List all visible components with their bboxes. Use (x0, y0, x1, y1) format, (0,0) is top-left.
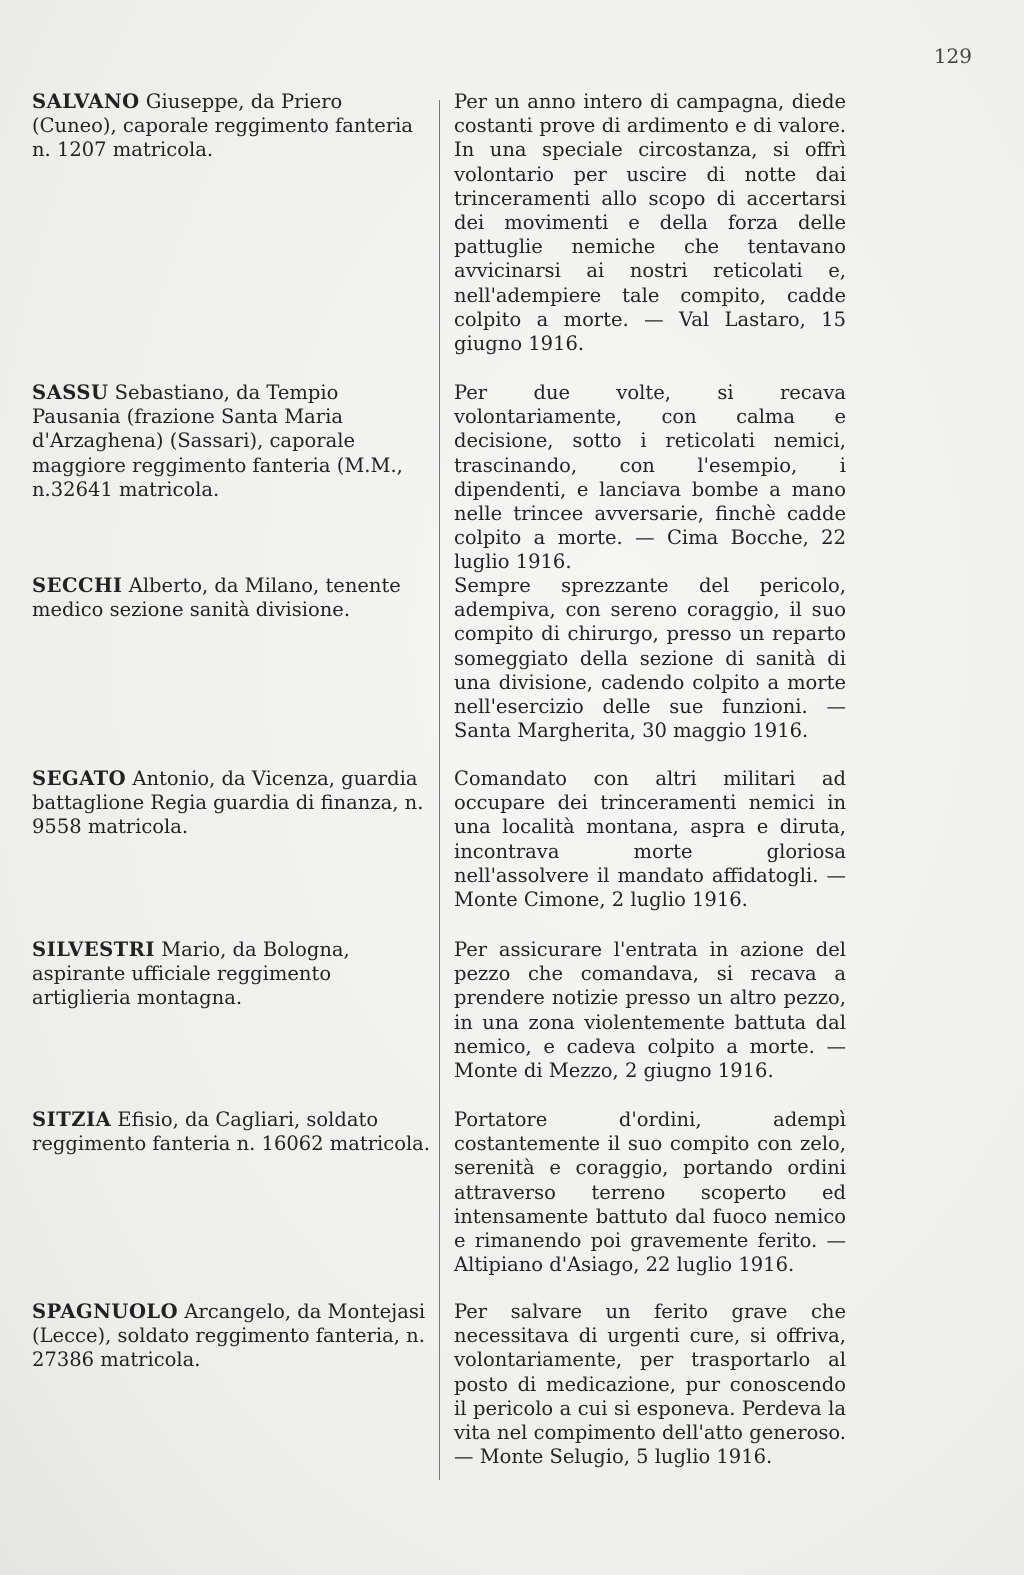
entry-motivation: Comandato con altri militari ad occupare dei trinceramenti nemici in una località montana, aspra e diruta, incontrava morte gloriosa nell'assolvere il mandato affidatogli. — Monte Cimone, 2 luglio 1916. (454, 767, 846, 912)
entry-motivation: Per due volte, si recava volontariamente, con calma e decisione, sotto i reticolati nemici, trascinando, con l'esempio, i dipendenti, e lanciava bombe a mano nelle trincee avversarie, finchè cadde colpito a morte. — Cima Bocche, 22 luglio 1916. (454, 381, 846, 574)
entry-details: Efisio, da Cagliari, soldato reggimento fanteria n. 16062 matricola. (32, 1108, 431, 1156)
entry-surname: SPAGNUOLO (32, 1300, 179, 1323)
entry-motivation: Per assicurare l'entrata in azione del pezzo che comandava, si recava a prendere notizie presso un altro pezzo, in una zona violentemente battuta dal nemico, e cadeva colpito a morte. — Monte di Mezzo, 2 giugno 1916. (454, 938, 846, 1083)
entry-motivation: Per un anno intero di campagna, diede costanti prove di ardimento e di valore. In una speciale circostanza, si offrì volontario per uscire di notte dai trinceramenti allo scopo di accertarsi dei movimenti e della forza delle pattuglie nemiche che tentavano avvicinarsi ai nostri reticolati e, nell'adempiere tale compito, cadde colpito a morte. — Val Lastaro, 15 giugno 1916. (454, 90, 846, 356)
column-divider (439, 100, 440, 1480)
entry-details: Antonio, da Vicenza, guardia battaglione Regia guardia di finanza, n. 9558 matricola. (32, 767, 424, 839)
entry-surname: SILVESTRI (32, 938, 156, 961)
entry-name (32, 574, 430, 622)
entry-details: Giuseppe, da Priero (Cuneo), caporale reggimento fanteria n. 1207 matricola. (32, 90, 414, 162)
entry-surname: SEGATO (32, 767, 127, 790)
entry-surname: SITZIA (32, 1108, 112, 1131)
entry-details: Sebastiano, da Tempio Pausania (frazione Santa Maria d'Arzaghena) (Sassari), caporale maggiore reggimento fanteria (M.M., n.32641 matricola. (32, 381, 403, 501)
entry-details: Arcangelo, da Montejasi (Lecce), soldato reggimento fanteria, n. 27386 matricola. (32, 1300, 426, 1372)
page-number: 129 (933, 44, 972, 68)
entry-surname: SECCHI (32, 574, 123, 597)
entry-details: Alberto, da Milano, tenente medico sezione sanità divisione. (32, 574, 401, 622)
entry-details: Mario, da Bologna, aspirante ufficiale reggimento artiglieria montagna. (32, 938, 350, 1010)
entry-motivation: Sempre sprezzante del pericolo, adempiva, con sereno coraggio, il suo compito di chirurgo, presso un reparto someggiato della sezione di sanità di una divisione, cadendo colpito a morte nell'esercizio delle sue funzioni. — Santa Margherita, 30 maggio 1916. (454, 574, 846, 743)
entry-surname: SALVANO (32, 90, 140, 113)
entry-motivation: Per salvare un ferito grave che necessitava di urgenti cure, si offriva, volontariamente, per trasportarlo al posto di medicazione, pur conoscendo il pericolo a cui si esponeva. Perdeva la vita nel compimento dell'atto generoso. — Monte Selugio, 5 luglio 1916. (454, 1300, 846, 1469)
entry-surname: SASSU (32, 381, 109, 404)
entry-name (32, 1108, 430, 1156)
entry-motivation: Portatore d'ordini, adempì costantemente il suo compito con zelo, serenità e coraggio, portando ordini attraverso terreno scoperto ed intensamente battuto dal fuoco nemico e rimanendo poi gravemente ferito. — Altipiano d'Asiago, 22 luglio 1916. (454, 1108, 846, 1277)
entry-name (32, 938, 430, 1011)
entry-name (32, 767, 430, 840)
entry-name (32, 90, 430, 163)
entry-name (32, 381, 430, 502)
entry-name (32, 1300, 430, 1373)
